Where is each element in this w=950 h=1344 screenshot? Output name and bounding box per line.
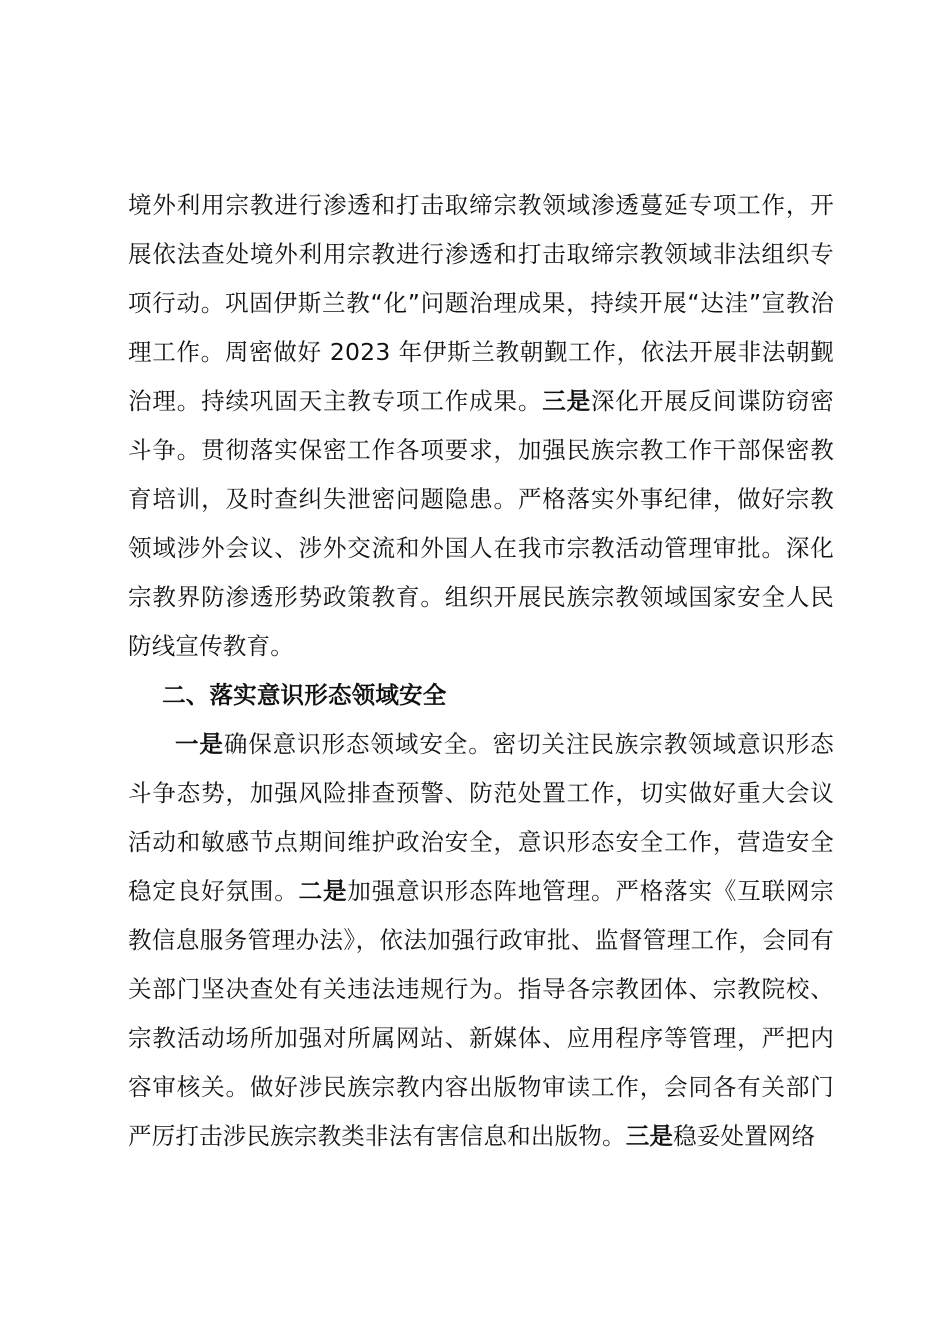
bold-lead-er-shi: 二是 — [298, 877, 348, 905]
paragraph-text: 稳妥处置网络 — [673, 1122, 816, 1150]
document-body — [128, 181, 834, 1161]
bold-lead-yi-shi: 一是 — [175, 730, 224, 758]
bold-lead-san-shi: 三是 — [625, 1122, 674, 1150]
bold-lead-san-shi: 三是 — [542, 387, 591, 415]
paragraph-text: 深化开展反间谍防窃密斗争。贯彻落实保密工作各项要求，加强民族宗教工作干部保密教育培训，及时查纠失泄密问题隐患。严格落实外事纪律，做好宗教领域涉外会议、涉外交流和外国人在我市宗教活动管理审批。深化宗教界防渗透形势政策教育。组织开展民族宗教领域国家安全人民防线宣传教育。 — [128, 387, 835, 660]
paragraph-ideology-security — [128, 720, 834, 1161]
paragraph-text: 境外利用宗教进行渗透和打击取缔宗教领域渗透蔓延专项工作，开展依法查处境外利用宗教进行渗透和打击取缔宗教领域非法组织专项行动。巩固伊斯兰教“化”问题治理成果，持续开展“达洼”宣教治理工作。周密做好 2023 年伊斯兰教朝觐工作，依法开展非法朝觐治理。持续巩固天主教专项工作成果。 — [128, 191, 834, 415]
section-heading: 二、落实意识形态领域安全 — [162, 681, 447, 709]
paragraph-text: 确保意识形态领域安全。密切关注民族宗教领域意识形态斗争态势，加强风险排查预警、防范处置工作，切实做好重大会议活动和敏感节点期间维护政治安全，意识形态安全工作，营造安全稳定良好氛围。 — [128, 730, 834, 905]
paragraph-continuation — [128, 181, 834, 671]
paragraph-text: 加强意识形态阵地管理。严格落实《互联网宗教信息服务管理办法》，依法加强行政审批、监督管理工作，会同有关部门坚决查处有关违法违规行为。指导各宗教团体、宗教院校、宗教活动场所加强对所属网站、新媒体、应用程序等管理，严把内容审核关。做好涉民族宗教内容出版物审读工作，会同各有关部门严厉打击涉民族宗教类非法有害信息和出版物。 — [128, 877, 835, 1150]
